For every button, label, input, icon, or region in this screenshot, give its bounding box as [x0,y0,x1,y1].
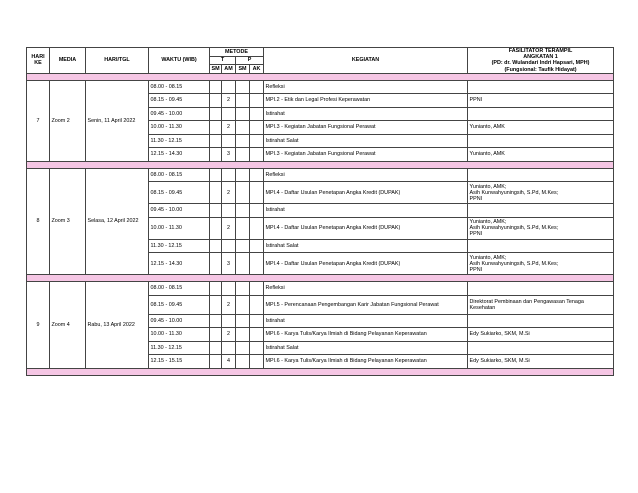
method-am-cell [222,341,236,355]
method-sm-cell [210,168,222,182]
method-sm2-cell [236,295,250,314]
day-number: 8 [27,168,50,275]
facilitator-cell [468,107,614,121]
method-sm2-cell [236,107,250,121]
method-sm-cell [210,204,222,218]
method-sm2-cell [236,217,250,239]
method-sm-cell [210,239,222,253]
time-cell: 10.00 - 11.30 [149,328,210,342]
facilitator-cell [468,204,614,218]
header-hari-ke: HARI KE [27,48,50,74]
time-cell: 10.00 - 11.30 [149,217,210,239]
method-sm2-cell [236,239,250,253]
method-ak-cell [250,341,264,355]
facilitator-cell [468,168,614,182]
method-sm-cell [210,282,222,296]
method-sm2-cell [236,182,250,204]
activity-cell: Istirahat [264,314,468,328]
time-cell: 08.15 - 09.45 [149,182,210,204]
method-sm2-cell [236,94,250,108]
method-sm-cell [210,355,222,369]
facilitator-cell: Yunianto, AMK [468,121,614,135]
method-sm2-cell [236,134,250,148]
day-media: Zoom 2 [50,80,86,161]
time-cell: 08.15 - 09.45 [149,295,210,314]
day-date: Senin, 11 April 2022 [86,80,149,161]
method-ak-cell [250,168,264,182]
facilitator-cell: Yunianto, AMK [468,148,614,162]
day-date: Rabu, 13 April 2022 [86,282,149,369]
method-ak-cell [250,217,264,239]
method-am-cell [222,204,236,218]
method-am-cell: 2 [222,182,236,204]
table-row [27,80,614,94]
time-cell: 08.00 - 08.15 [149,80,210,94]
activity-cell: MPI.3 - Kegiatan Jabatan Fungsional Perawat [264,148,468,162]
method-sm2-cell [236,121,250,135]
method-ak-cell [250,134,264,148]
method-am-cell: 2 [222,295,236,314]
table-row [27,282,614,296]
method-am-cell [222,80,236,94]
time-cell: 11.30 - 12.15 [149,134,210,148]
method-sm2-cell [236,314,250,328]
header-p: P [236,56,264,65]
fasilitator-line-1: FASILITATOR TERAMPIL [508,48,573,54]
method-am-cell: 2 [222,217,236,239]
facilitator-cell: Yunianto, AMK; Asih Kunwahyuningsih, S.Pd, M.Kes; PPNI [468,217,614,239]
activity-cell: MPI.5 - Perencanaan Pengembangan Karir Jabatan Fungsional Perawat [264,295,468,314]
method-sm-cell [210,121,222,135]
activity-cell: MPI.4 - Daftar Usulan Penetapan Angka Kredit (DUPAK) [264,253,468,275]
method-ak-cell [250,182,264,204]
method-sm2-cell [236,282,250,296]
activity-cell: MPI.4 - Daftar Usulan Penetapan Angka Kredit (DUPAK) [264,182,468,204]
facilitator-cell: Yunianto, AMK; Asih Kunwahyuningsih, S.Pd, M.Kes; PPNI [468,253,614,275]
facilitator-cell: Edy Sukiarko, SKM, M.Si [468,328,614,342]
time-cell: 11.30 - 12.15 [149,239,210,253]
method-sm2-cell [236,253,250,275]
method-ak-cell [250,148,264,162]
activity-cell: MPI.2 - Etik dan Legal Profesi Keperawatan [264,94,468,108]
day-number: 7 [27,80,50,161]
day-number: 9 [27,282,50,369]
method-ak-cell [250,295,264,314]
method-am-cell [222,282,236,296]
time-cell: 11.30 - 12.15 [149,341,210,355]
activity-cell: Refleksi [264,282,468,296]
activity-cell: Istirahat Salat [264,134,468,148]
header-fasilitator [468,48,614,74]
method-sm2-cell [236,341,250,355]
table-row [27,168,614,182]
method-sm-cell [210,80,222,94]
time-cell: 12.15 - 14.30 [149,253,210,275]
method-sm-cell [210,94,222,108]
facilitator-cell: Edy Sukiarko, SKM, M.Si [468,355,614,369]
method-sm-cell [210,328,222,342]
method-ak-cell [250,239,264,253]
method-am-cell [222,168,236,182]
method-am-cell [222,107,236,121]
method-sm-cell [210,253,222,275]
time-cell: 09.45 - 10.00 [149,314,210,328]
header-sm-2: SM [236,65,250,74]
method-ak-cell [250,328,264,342]
activity-cell: Refleksi [264,168,468,182]
table-header [27,48,614,74]
table-body [27,73,614,375]
method-sm2-cell [236,168,250,182]
method-am-cell [222,134,236,148]
method-sm-cell [210,314,222,328]
activity-cell: Istirahat [264,204,468,218]
facilitator-cell: Yunianto, AMK; Asih Kunwahyuningsih, S.Pd, M.Kes; PPNI [468,182,614,204]
method-sm2-cell [236,148,250,162]
header-sm-1: SM [211,65,220,72]
header-kegiatan: KEGIATAN [264,48,468,74]
method-ak-cell [250,204,264,218]
header-ak: AK [250,65,264,74]
header-hari-tgl: HARI/TGL [86,48,149,74]
method-am-cell [222,314,236,328]
activity-cell: Istirahat [264,107,468,121]
facilitator-cell [468,134,614,148]
method-am-cell: 3 [222,148,236,162]
method-sm2-cell [236,204,250,218]
fasilitator-line-2: ANGKATAN 1 [523,54,558,61]
time-cell: 12.15 - 14.30 [149,148,210,162]
separator-cell [27,368,614,375]
day-separator [27,275,614,282]
header-am: AM [222,65,236,74]
time-cell: 10.00 - 11.30 [149,121,210,135]
facilitator-cell [468,239,614,253]
method-ak-cell [250,253,264,275]
method-ak-cell [250,107,264,121]
activity-cell: MPI.4 - Daftar Usulan Penetapan Angka Kredit (DUPAK) [264,217,468,239]
method-am-cell: 2 [222,328,236,342]
method-sm-cell [210,341,222,355]
fasilitator-line-4: (Fungsional: Taufik Hidayat) [504,66,577,73]
header-t: T [210,56,236,65]
day-media: Zoom 4 [50,282,86,369]
activity-cell: MPI.3 - Kegiatan Jabatan Fungsional Perawat [264,121,468,135]
separator-cell [27,275,614,282]
schedule-table [26,47,614,376]
facilitator-cell [468,314,614,328]
method-sm-cell [210,148,222,162]
activity-cell: MPI.6 - Karya Tulis/Karya Ilmiah di Bidang Pelayanan Keperawatan [264,355,468,369]
fasilitator-line-3: (PD: dr. Wulandari Indri Hapsari, MPH) [491,60,590,67]
time-cell: 08.00 - 08.15 [149,168,210,182]
method-am-cell: 2 [222,121,236,135]
method-am-cell: 2 [222,94,236,108]
separator-cell [27,73,614,80]
method-sm-cell [210,295,222,314]
header-waktu: WAKTU (WIB) [149,48,210,74]
facilitator-cell: Direktorat Pembinaan dan Pengawasan Tenaga Kesehatan [468,295,614,314]
time-cell: 09.45 - 10.00 [149,107,210,121]
separator-cell [27,161,614,168]
method-sm-cell [210,182,222,204]
method-ak-cell [250,282,264,296]
method-am-cell: 4 [222,355,236,369]
method-ak-cell [250,94,264,108]
method-sm-cell [210,217,222,239]
method-ak-cell [250,314,264,328]
day-separator [27,73,614,80]
day-separator [27,161,614,168]
time-cell: 08.00 - 08.15 [149,282,210,296]
header-metode: METODE [210,48,264,57]
facilitator-cell: PPNI [468,94,614,108]
method-ak-cell [250,355,264,369]
activity-cell: Istirahat Salat [264,239,468,253]
facilitator-cell [468,80,614,94]
method-sm2-cell [236,355,250,369]
day-date: Selasa, 12 April 2022 [86,168,149,275]
facilitator-cell [468,341,614,355]
time-cell: 08.15 - 09.45 [149,94,210,108]
method-am-cell: 3 [222,253,236,275]
method-sm2-cell [236,80,250,94]
activity-cell: Refleksi [264,80,468,94]
activity-cell: Istirahat Salat [264,341,468,355]
method-sm-cell [210,107,222,121]
day-media: Zoom 3 [50,168,86,275]
method-ak-cell [250,121,264,135]
time-cell: 09.45 - 10.00 [149,204,210,218]
time-cell: 12.15 - 15.15 [149,355,210,369]
day-separator [27,368,614,375]
method-ak-cell [250,80,264,94]
method-am-cell [222,239,236,253]
method-sm2-cell [236,328,250,342]
header-media: MEDIA [50,48,86,74]
activity-cell: MPI.6 - Karya Tulis/Karya Ilmiah di Bidang Pelayanan Keperawatan [264,328,468,342]
method-sm-cell [210,134,222,148]
facilitator-cell [468,282,614,296]
